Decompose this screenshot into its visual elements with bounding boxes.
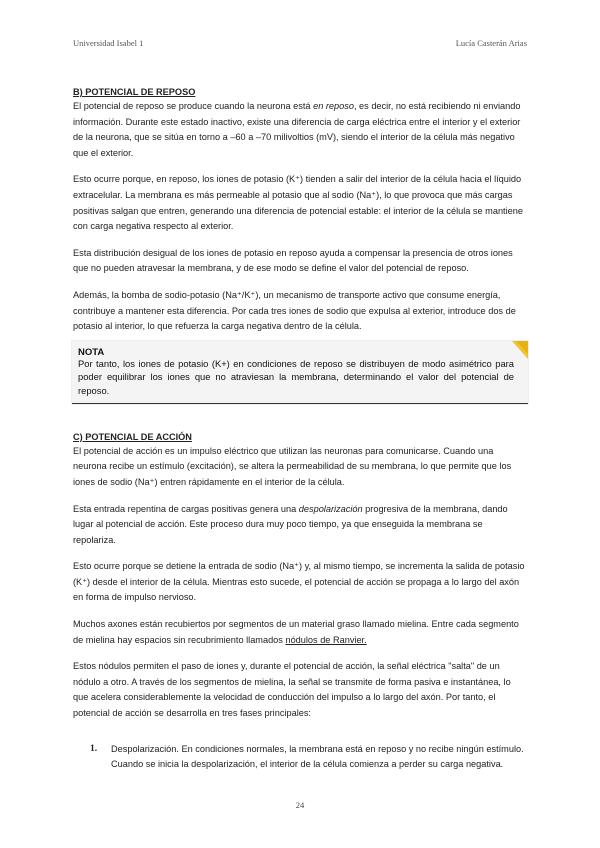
ranvier-nodes-link: nódulos de Ranvier. bbox=[285, 634, 367, 645]
section-c-paragraph-4 bbox=[73, 617, 527, 648]
italic-run: despolarización bbox=[298, 503, 363, 514]
text-run: progresiva de la membrana, dando lugar al potencial de acción. Este proceso dura muy poco tiempo, ya que enseguida la membrana se repolariza. bbox=[73, 503, 508, 545]
section-b-paragraph-2: Esto ocurre porque, en reposo, los iones de potasio (K⁺) tienden a salir del interior de la célula hacia el líquido extracelular. La membrana es más permeable al potasio que al sodio (Na⁺), lo que provoca que más cargas positivas salgan que entren, generando una diferencia de potencial estable: el interior de la célula se mantiene con carga negativa respecto al exterior. bbox=[73, 174, 523, 232]
section-c-paragraph-3: Esto ocurre porque se detiene la entrada de sodio (Na⁺) y, al mismo tiempo, se incrementa la salida de potasio (K⁺) desde el interior de la célula. Mientras esto sucede, el potencial de acción se propaga a lo largo del axón en forma de impulso nervioso. bbox=[73, 561, 525, 603]
list-item-number: 1. bbox=[90, 743, 98, 754]
section-b-heading: B) POTENCIAL DE REPOSO bbox=[73, 87, 196, 97]
section-b-paragraph-4: Además, la bomba de sodio-potasio (Na⁺/K⁺), un mecanismo de transporte activo que consume energía, contribuye a mantener esta diferencia. Por cada tres iones de sodio que expulsa al exterior, introduce dos de potasio al interior, lo que refuerza la carga negativa dentro de la célula. bbox=[73, 289, 516, 332]
section-c-paragraph-2 bbox=[73, 502, 527, 549]
text-run: El potencial de reposo se produce cuando la neurona está bbox=[73, 101, 314, 111]
page-number: 24 bbox=[295, 800, 305, 810]
phases-list bbox=[73, 742, 527, 773]
note-text: Por tanto, los iones de potasio (K+) en condiciones de reposo se distribuyen de modo asimétrico para poder equilibrar los iones que no atraviesan la membrana, determinando el valor del potencial de reposo. bbox=[78, 357, 514, 396]
text-run: Muchos axones están recubiertos por segmentos de un material graso llamado mielina. Entre cada segmento de mielina hay espacios sin recubrimiento llamados bbox=[73, 619, 519, 645]
header-university: Universidad Isabel 1 bbox=[73, 38, 144, 48]
note-box bbox=[72, 341, 528, 404]
text-run: , es decir, no está recibiendo ni enviando información. Durante este estado inactivo, existe una diferencia de carga eléctrica entre el interior y el exterior de la neurona, que se sitúa en torno a –60 a –70 milivoltios (mV), siendo el interior de la célula más negativo que el exterior. bbox=[73, 101, 521, 158]
document-body bbox=[73, 86, 527, 773]
section-b-paragraph-1 bbox=[73, 99, 527, 161]
note-title: NOTA bbox=[78, 346, 105, 358]
header-author: Lucía Casterán Arias bbox=[455, 38, 527, 48]
page-header bbox=[73, 38, 527, 48]
section-c-paragraph-5: Estos nódulos permiten el paso de iones y, durante el potencial de acción, la señal eléctrica "salta" de un nódulo a otro. A través de los segmentos de mielina, la señal se transmite de forma pasiva e instantánea, lo que acelera considerablemente la velocidad de conducción del impulso a lo largo del axón. Por tanto, el potencial de acción se desarrolla en tres fases principales: bbox=[73, 661, 511, 719]
italic-run: en reposo bbox=[313, 101, 354, 111]
text-run: Esta entrada repentina de cargas positivas genera una bbox=[73, 503, 299, 514]
list-item bbox=[73, 742, 527, 773]
note-corner-icon bbox=[512, 341, 528, 359]
section-c-heading: C) POTENCIAL DE ACCIÓN bbox=[73, 431, 192, 442]
section-c-paragraph-1: El potencial de acción es un impulso eléctrico que utilizan las neuronas para comunicarse. Cuando una neurona recibe un estímulo (excitación), se altera la permeabilidad de su membrana, lo que permite que los iones de sodio (Na⁺) entren rápidamente en el interior de la célula. bbox=[73, 445, 512, 487]
list-item-text: Despolarización. En condiciones normales, la membrana está en reposo y no recibe ningún estímulo. Cuando se inicia la despolarización, el interior de la célula comienza a perder su carga negativa. bbox=[111, 743, 524, 770]
section-b-paragraph-3: Esta distribución desigual de los iones de potasio en reposo ayuda a compensar la presencia de otros iones que no pueden atravesar la membrana, y de ese modo se define el valor del potencial de reposo. bbox=[73, 247, 513, 274]
